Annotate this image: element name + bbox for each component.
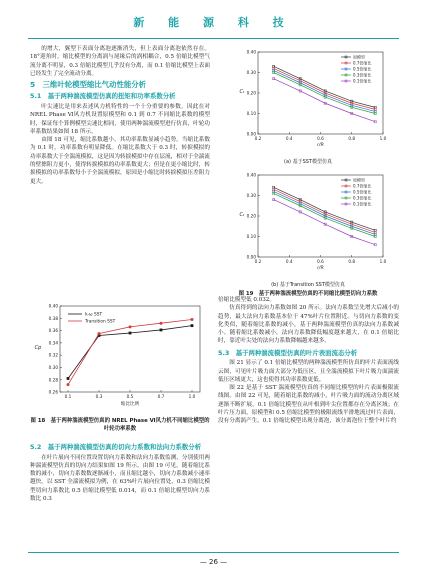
x-tick-label: 0.8: [348, 136, 356, 141]
left-column: [30, 45, 210, 186]
page-number: — 26 —: [199, 558, 228, 566]
data-point: [129, 325, 132, 328]
legend-label: 原模型: [353, 177, 365, 183]
section-heading-5: 5 三维叶轮模型缩比气动性能分析: [30, 80, 147, 90]
x-tick-label: 0.7: [157, 394, 165, 399]
y-tick-label: 0.00: [246, 254, 256, 260]
x-axis-label: r/R: [317, 143, 324, 148]
fig19b-subcaption: (b) 基于Transition SST模型仿真: [271, 282, 345, 288]
legend-label: 0.1倍缩比: [353, 78, 372, 84]
data-point: [191, 324, 194, 327]
data-point: [98, 332, 101, 335]
figure-19: [218, 46, 398, 299]
x-tick-label: 0.6: [317, 136, 324, 141]
journal-title: 新 能 源 科 技: [133, 16, 294, 29]
y-tick-label: 0.26: [48, 389, 58, 395]
left-column-lower: [30, 440, 210, 503]
y-axis-label: Cₜ: [239, 212, 245, 218]
y-tick-label: 0.38: [48, 315, 58, 321]
legend-label: 0.3倍缩比: [353, 195, 372, 201]
x-tick-label: 0.5: [126, 394, 134, 399]
data-point: [160, 322, 163, 325]
section-heading-5-3: 5.3 基于两种湍流模型仿真的叶片表面流态分析: [218, 348, 358, 357]
x-tick-label: 1.0: [188, 394, 196, 399]
x-tick-label: 0.4: [285, 136, 293, 141]
header-rule: [28, 38, 399, 39]
y-tick-label: 0.30: [246, 70, 256, 76]
section-heading-5-2: 5.2 基于两种湍流模型仿真的切向力系数和法向力系数分析: [30, 443, 202, 451]
y-tick-label: 0.34: [48, 340, 58, 346]
paragraph: 由图 18 可见，缩比系数越小，其功率系数显减小趋势。当缩比系数为 0.1 时，功率系数有明显降低。在缩比系数大于 0.3 时，转捩模拟的功率系数大于全湍流模拟，这是因为转捩模拟中存在层流，相对于全湍流的壁擦阻力更小，使得转捩模拟的功率系数更大；但是在更小缩比时，转捩模拟的功率系数每小于全湍流模拟，原因是小缩比时转捩模拟压差阻力更大。: [30, 137, 210, 185]
y-tick-label: 0.20: [246, 90, 256, 96]
paragraph: 倍缩比模型低 0.032。: [218, 297, 275, 303]
paragraph: 叶尖速比是用来表述风力机特性的一个十分重要的参数。因此在对 NREL Phase Ⅵ风力机设置原模型和 0.1 到 0.7 不同缩比系数的模型时，保证每个算例模型尖速比相同，使用两种湍流模型进行仿真，叶轮功率系数结果如图 18 所示。: [30, 103, 210, 135]
fig19-caption: 图 19 基于两种湍流模型仿真的不同缩比模型切向力系数: [238, 291, 378, 297]
legend-label: 0.7倍缩比: [353, 60, 372, 66]
legend-label: 原模型: [353, 54, 365, 60]
data-point: [67, 383, 70, 386]
x-tick-label: 0.3: [95, 394, 103, 399]
x-axis-label: 缩比比例: [120, 402, 140, 407]
y-tick-label: 0.28: [48, 377, 58, 383]
right-column: [218, 296, 399, 426]
y-tick-label: 0.40: [48, 303, 58, 309]
y-tick-label: 0.30: [246, 193, 256, 199]
plot-frame: [60, 306, 200, 392]
legend-label: 0.1倍缩比: [353, 201, 372, 207]
x-tick-label: 0.1: [64, 394, 72, 399]
footer-rule: [28, 552, 399, 553]
y-tick-label: 0.32: [48, 352, 58, 358]
paragraph: 的增大，翼型下表面分离泡逐渐消失，但上表面分离泡依然存在。18°迎角时，缩比模型的分离涡与尾缘后的涡相耦合，0.5 倍缩比模型气流分离不明显，0.3 倍缩比模型几乎没有分离，而 0.1 倍缩比模型上表面已经发生了完全流动分离。: [30, 46, 210, 77]
x-tick-label: 1.0: [379, 136, 387, 141]
data-point: [67, 377, 70, 380]
y-axis-label: Cp: [34, 345, 42, 351]
legend-label: 0.5倍缩比: [353, 66, 372, 72]
data-point: [129, 332, 132, 335]
series-line: [274, 79, 376, 122]
x-tick-label: 0.2: [254, 136, 262, 141]
y-tick-label: 0.10: [246, 234, 256, 240]
x-tick-label: 0.8: [348, 259, 356, 264]
fig19b-chart: [218, 169, 398, 277]
data-point: [160, 329, 163, 332]
y-tick-label: 0.36: [48, 328, 58, 334]
legend-label: 0.3倍缩比: [353, 72, 372, 78]
x-tick-label: 0.2: [254, 259, 262, 264]
x-tick-label: 0.6: [317, 259, 324, 264]
fig18-chart: [30, 300, 210, 412]
y-tick-label: 0.10: [246, 111, 256, 117]
fig18-caption: 图 18 基于两种湍流模型仿真的 NREL Phase Ⅵ风力机不同缩比模型的叶轮功率系数: [30, 418, 210, 432]
paragraph: 仿真得到的法向力系数如图 20 所示。法向力系数呈先增大后减小的趋势，最大法向力系数基本位于 47%叶片位置附近。与切向力系数的变化类似，随着缩比系数的减小，基于两种湍流模型仿真的法向力系数减小。随着缩比系数减小，法向力系数降低幅度越来越大，在 0.1 倍缩比时，靠近叶尖处的法向力系数降幅越来越多。: [218, 305, 399, 345]
y-tick-label: 0.40: [246, 172, 256, 178]
fig19a-chart: [218, 46, 398, 154]
figure-18: [30, 300, 210, 440]
x-tick-label: 1.0: [379, 259, 387, 264]
legend-label: k-ω SST: [85, 312, 103, 318]
legend-label: 0.7倍缩比: [353, 183, 372, 189]
y-tick-label: 0.20: [246, 213, 256, 219]
section-heading-5-1: 5.1 基于两种湍流模型仿真的扭矩和功率系数分析: [30, 92, 176, 101]
data-point: [191, 318, 194, 321]
x-tick-label: 0.4: [285, 259, 293, 264]
x-axis-label: r/R: [317, 266, 324, 271]
legend-label: 0.5倍缩比: [353, 189, 372, 195]
legend-label: Transition SST: [85, 319, 116, 325]
paragraph: 图 21 显示了 0.1 倍缩比模型的两种湍流模型所仿真的叶片表面流线云图，可见叶片吸力面大部分为低压区，且全湍流模拟下叶片吸力面湍流低压区域更大，这也使得其功率系数更低。: [218, 360, 399, 383]
y-tick-label: 0.40: [246, 49, 256, 55]
paragraph: 图 22 是基于 SST 湍流模型仿真的不同缩比模型的叶片表面极限流线图。由图 22 可见，随着缩比系数的减小，叶片吸力面的流动分离区域逐渐不断扩展，0.1 倍缩比模型在从叶根到叶尖位置都存在分离区域；在叶片压力面，原模型和 0.5 倍缩比模型的极限流线平滑地流过叶片表面，没有分离涡产生，0.1 倍缩比模型出现分离泡，该分离泡位于整个叶片约: [218, 385, 399, 425]
y-tick-label: 0.30: [48, 365, 58, 371]
fig19a-subcaption: (a) 基于SST模型仿真: [284, 159, 332, 165]
page-header: [0, 0, 427, 40]
y-axis-label: Cₜ: [239, 89, 245, 95]
y-tick-label: 0.00: [246, 131, 256, 137]
paragraph: 在叶片展向不同位置设置切向力系数和法向力系数监测，分别使用两种湍流模型仿真的切向力结果如图 19 所示。由图 19 可见，随着缩比系数的减小，切向力系数数逐渐减小，而且缩比越小，切向力系数减小速率越快。以 SST 全湍流模拟为例，在 63%叶片展向位置处，0.3 倍缩比模型切向力系数比 0.5 倍缩比模型低 0.014，而 0.1 倍缩比模型切向力系数比 0.3: [30, 454, 210, 502]
